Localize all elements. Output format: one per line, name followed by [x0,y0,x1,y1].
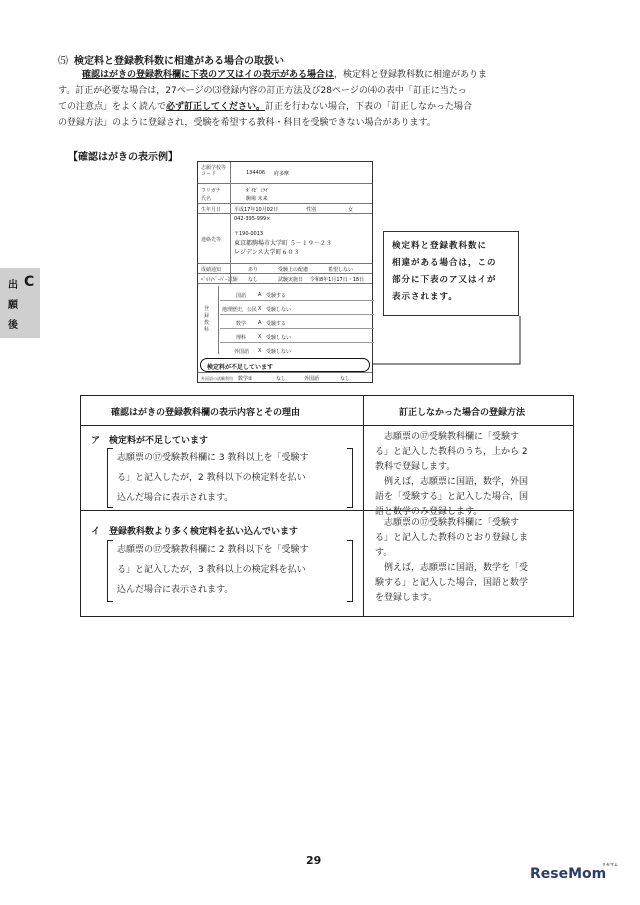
special-value: なし [248,277,259,283]
address1-value: 東京都駒場市大学町 ５－１９－２３ [234,240,332,247]
para-line3a: ての注意点」をよく読んで [58,102,167,112]
para-line2: す。訂正が必要な場合は，27ページの⑶登録内容の訂正方法及び28ページの⑷の表中「訂正に当たっ [58,86,467,96]
side-tab-char: 後 [8,320,18,331]
page-number: 29 [306,854,322,867]
subject-status: 受験する [266,293,287,299]
reason-line: 志願票の⑰受験教科欄に 3 教科以上を「受験す [117,453,309,463]
method-line: 教科で登録します。 [375,462,456,472]
footer-foreign: 外国語 [304,376,320,382]
code-value: 134406 [246,170,266,176]
discrepancy-table [80,395,574,617]
side-tab-char: 出 [8,280,18,291]
side-tab-letter: C [24,274,35,290]
method-line: 志願票の⑰受験教科欄に「受験す [375,518,520,528]
furigana-label: フリガナ [201,188,221,194]
subject-status: 受験しない [266,349,292,355]
para-line1: ，検定料と登録教科数に相違がありま [334,70,488,80]
subject-mark: X [258,334,262,340]
name-label: 氏名 [201,196,212,202]
subject-name: 理科 [236,335,247,341]
section-number: ⑸ [58,56,68,67]
postal-value: 〒190-0013 [234,231,264,237]
subject-name: 地理歴史，公民 [222,307,258,313]
case-a-method [375,430,565,520]
method-line: 語と数学のみ登録します。 [375,507,483,517]
subject-mark: A [258,320,262,326]
footer-none1: なし [276,376,287,382]
reason-line: 込んだ場合に表示されます。 [117,585,234,595]
method-line: 例えば，志願票に国語，数学，外国 [375,477,529,487]
logo-subtext: リセマム [602,862,618,867]
exam-date-value: 令和8年1月17日・18日 [310,277,365,283]
name-value: 駒場 未来 [246,196,268,202]
address2-value: レジデンス大学町６０３ [234,249,300,256]
para-must-correct: 必ず訂正してください。 [166,102,266,112]
phone-value: 042-395-999× [234,216,271,222]
case-b-method [375,516,565,606]
method-line: 語を「受験する」と記入した場合，国 [375,492,529,502]
consideration-label: 受験上の配慮 [278,267,309,273]
subject-status: 受験しない [266,307,292,313]
results-value: あり [248,267,259,273]
sex-value: 女 [348,207,354,213]
case-a-title: ア 検定料が不足しています [91,436,209,446]
method-line: 験する」と記入した場合，国語と数学 [375,578,529,588]
method-line: 例えば，志願票に国語，数学を「受 [375,563,529,573]
method-line: 志願票の⑰受験教科欄に「受験す [375,432,520,442]
code-label: 志願学校等コード [201,165,227,177]
sex-label: 性別 [306,207,317,213]
col2-header: 訂正しなかった場合の登録方法 [399,408,526,418]
case-a-reason [117,448,345,508]
para-line3b: 訂正を行わない場合，下表の「訂正しなかった場合 [265,102,473,112]
footer-math: 数学② [238,376,253,382]
shortage-line-highlight: 検定料が不足しています [200,358,370,372]
callout-box [383,231,519,316]
para-line4: の登録方法」のように登録され，受験を希望する教科・科目を受験できない場合があります。 [58,118,436,128]
method-line: を登録します。 [375,593,438,603]
callout-line: 部分に下表のア又はイが [392,275,497,285]
subjects-vertical-label: 登録教科 [204,306,210,333]
school-value: 府多摩 [274,171,290,177]
callout-line: 検定料と登録教科数に [392,241,488,251]
special-label: ﾍﾟﾙﾄ/ﾍﾟｰﾊﾟｰ試験 [201,277,238,283]
logo-text: ReseMom [530,866,607,882]
para-emphasis: 確認はがきの登録教科欄に下表のア又はイの表示がある場合は [82,70,335,80]
address-label: 連絡先等 [201,237,222,243]
callout-line: 相違がある場合は，この [392,258,497,268]
example-label: 【確認はがきの表示例】 [68,152,178,163]
resemom-logo[interactable] [530,862,618,882]
reason-line: 込んだ場合に表示されます。 [117,493,234,503]
subject-name: 国語 [236,293,247,299]
callout-line: 表示されます。 [392,292,458,302]
table-header [81,396,573,426]
subject-mark: X [258,348,262,354]
subject-name: 数学 [236,321,247,327]
method-line: る」と記入した教科のとおり登録しま [375,533,529,543]
furigana-value: ﾀﾞｲﾋﾞ ﾐﾗｲ [246,188,268,194]
side-tab-char: 願 [8,300,18,311]
birth-label: 生年月日 [201,207,222,213]
case-b-title: イ 登録教科数より多く検定料を払い込んでいます [91,527,299,537]
footer-label: 外国語の試験利用 [201,376,233,381]
footer-none2: なし [340,376,351,382]
exam-date-label: 試験実施日 [278,277,304,283]
method-line: す。 [375,548,393,558]
col1-header: 確認はがきの登録教科欄の表示内容とその理由 [111,408,301,418]
subject-name: 外国語 [234,349,250,355]
subject-status: 受験する [266,321,287,327]
reason-line: る」と記入したが，3 教科以上の検定料を払い [117,565,306,575]
case-b-reason [117,540,345,600]
subject-status: 受験しない [266,335,292,341]
reason-line: る」と記入したが，2 教科以下の検定料を払い [117,473,306,483]
results-label: 成績通知 [201,267,222,273]
method-line: る」と記入した教科のうち，上から 2 [375,447,528,457]
reason-line: 志願票の⑰受験教科欄に 2 教科以下を「受験す [117,545,309,555]
consideration-value: 希望しない [328,267,354,273]
subject-mark: A [258,292,262,298]
section-title-text: 検定料と登録教科数に相違がある場合の取扱い [74,56,284,67]
birth-value: 平成17年10月02日 [234,207,279,213]
subject-mark: X [258,306,262,312]
